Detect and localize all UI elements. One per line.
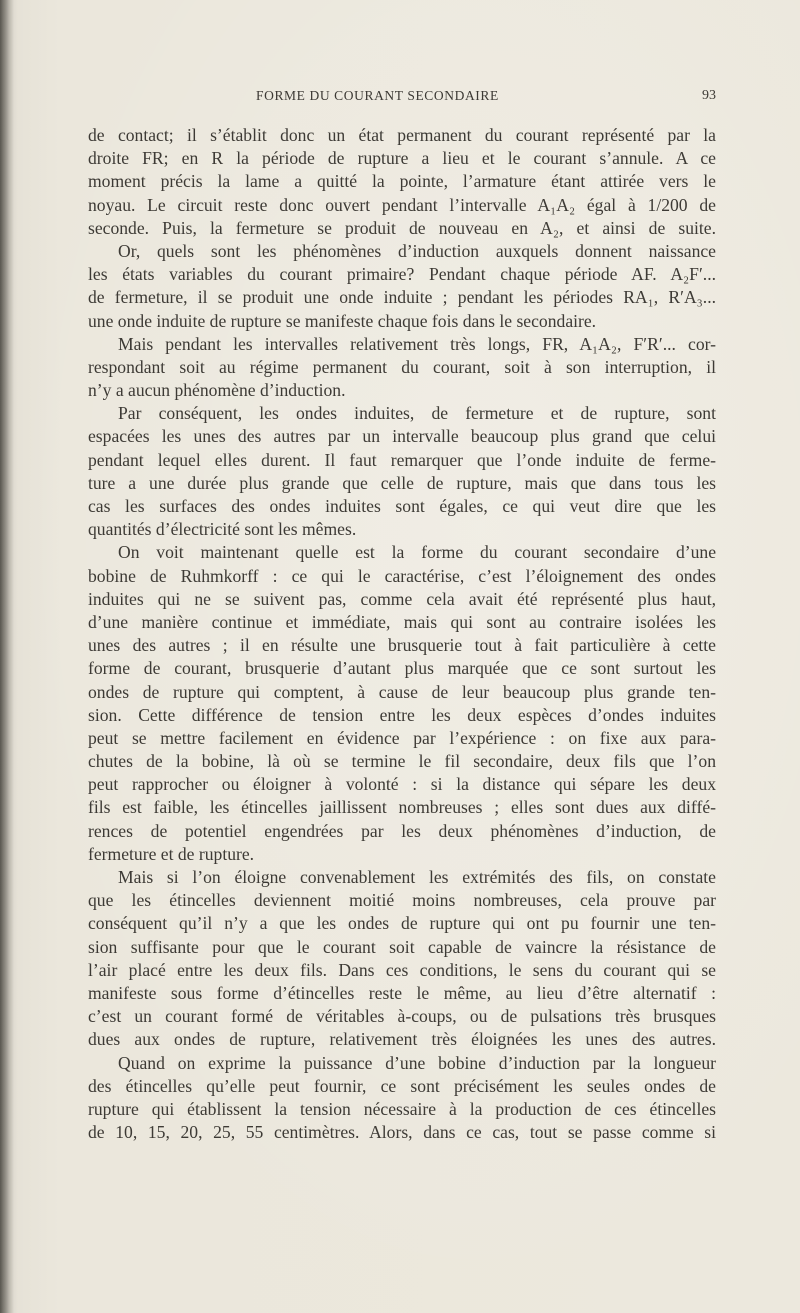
body-text — [88, 124, 716, 1144]
text-line: noyau. Le circuit reste donc ouvert pendant l’intervalle A₁A₂ égal à 1/200 de — [88, 194, 716, 215]
text-line: c’est un courant formé de véritables à-coups, ou de pulsations très brusques — [88, 1006, 716, 1027]
text-line: manifeste sous forme d’étincelles reste le même, au lieu d’être alternatif : — [88, 982, 716, 1003]
text-line: Quand on exprime la puissance d’une bobine d’induction par la longueur — [118, 1052, 716, 1073]
text-line: ondes de rupture qui comptent, à cause de leur beaucoup plus grande ten- — [88, 681, 716, 702]
text-line: une onde induite de rupture se manifeste chaque fois dans le secondaire. — [88, 310, 597, 331]
text-line: On voit maintenant quelle est la forme du courant secondaire d’une — [118, 542, 716, 563]
text-line: forme de courant, brusquerie d’autant plus marquée que ce sont surtout les — [88, 658, 716, 679]
text-line: de fermeture, il se produit une onde induite ; pendant les périodes RA₁, R′A₃... — [88, 287, 716, 308]
text-line: cas les surfaces des ondes induites sont égales, ce qui veut dire que les — [88, 496, 716, 516]
text-line: fermeture et de rupture. — [88, 843, 255, 864]
text-line: d’une manière continue et immédiate, mais qui sont au contraire isolées les — [88, 611, 716, 632]
text-line: l’air placé entre les deux fils. Dans ces conditions, le sens du courant qui se — [88, 959, 716, 980]
text-line: peut rapprocher ou éloigner à volonté : si la distance qui sépare les deux — [88, 774, 716, 795]
text-line: rupture qui établissent la tension nécessaire à la production de ces étincelles — [88, 1098, 716, 1119]
text-line: unes des autres ; il en résulte une brusquerie tout à fait particulière à cette — [88, 635, 716, 656]
binding-gutter-shadow — [0, 0, 14, 1313]
text-line: sion. Cette différence de tension entre les deux espèces d’ondes induites — [88, 704, 716, 725]
text-line: moment précis la lame a quitté la pointe, l’armature étant attirée vers le — [88, 171, 716, 192]
text-line: de contact; il s’établit donc un état permanent du courant représenté par la — [88, 125, 716, 145]
text-line: Mais si l’on éloigne convenablement les extrémités des fils, on constate — [118, 867, 716, 887]
text-line: droite FR; en R la période de rupture a lieu et le courant s’annule. A ce — [88, 148, 716, 169]
running-title: FORME DU COURANT SECONDAIRE — [256, 88, 499, 103]
text-line: peut se mettre facilement en évidence par l’expérience : on fixe aux para- — [88, 727, 716, 748]
text-line: Mais pendant les intervalles relativement très longs, FR, A₁A₂, F′R′... cor- — [118, 333, 716, 354]
text-line: sion suffisante pour que le courant soit capable de vaincre la résistance de — [88, 936, 716, 957]
text-line: induites qui ne se suivent pas, comme cela avait été représenté plus haut, — [88, 588, 716, 609]
text-line: n’y a aucun phénomène d’induction. — [88, 380, 346, 401]
text-line: Or, quels sont les phénomènes d’induction auxquels donnent naissance — [118, 240, 716, 261]
running-head — [88, 88, 716, 108]
page-number: 93 — [702, 88, 716, 103]
text-line: espacées les unes des autres par un intervalle beaucoup plus grand que celui — [88, 426, 716, 447]
text-line: des étincelles qu’elle peut fournir, ce sont précisément les seules ondes de — [88, 1075, 716, 1096]
text-line: pendant lequel elles durent. Il faut remarquer que l’onde induite de ferme- — [88, 449, 716, 470]
text-line: les états variables du courant primaire? Pendant chaque période AF. A₂F′... — [88, 264, 716, 285]
text-line: fils est faible, les étincelles jaillissent nombreuses ; elles sont dues aux diffé- — [88, 797, 716, 818]
text-line: dues aux ondes de rupture, relativement très éloignées les unes des autres. — [88, 1029, 716, 1050]
text-line: rences de potentiel engendrées par les deux phénomènes d’induction, de — [88, 820, 716, 841]
text-line: bobine de Ruhmkorff : ce qui le caractérise, c’est l’éloignement des ondes — [88, 565, 716, 586]
text-line: de 10, 15, 20, 25, 55 centimètres. Alors, dans ce cas, tout se passe comme si — [88, 1122, 716, 1143]
text-line: ture a une durée plus grande que celle de rupture, mais que dans tous les — [88, 472, 716, 493]
text-line: quantités d’électricité sont les mêmes. — [88, 519, 357, 540]
text-line: seconde. Puis, la fermeture se produit de nouveau en A₂, et ainsi de suite. — [88, 217, 716, 238]
text-line: que les étincelles deviennent moitié moins nombreuses, cela prouve par — [88, 890, 716, 911]
text-line: chutes de la bobine, là où se termine le fil secondaire, deux fils que l’on — [88, 751, 716, 772]
text-line: Par conséquent, les ondes induites, de fermeture et de rupture, sont — [118, 403, 716, 424]
text-line: respondant soit au régime permanent du courant, soit à son interruption, il — [88, 356, 716, 377]
text-line: conséquent qu’il n’y a que les ondes de rupture qui ont pu fournir une ten- — [88, 913, 716, 934]
